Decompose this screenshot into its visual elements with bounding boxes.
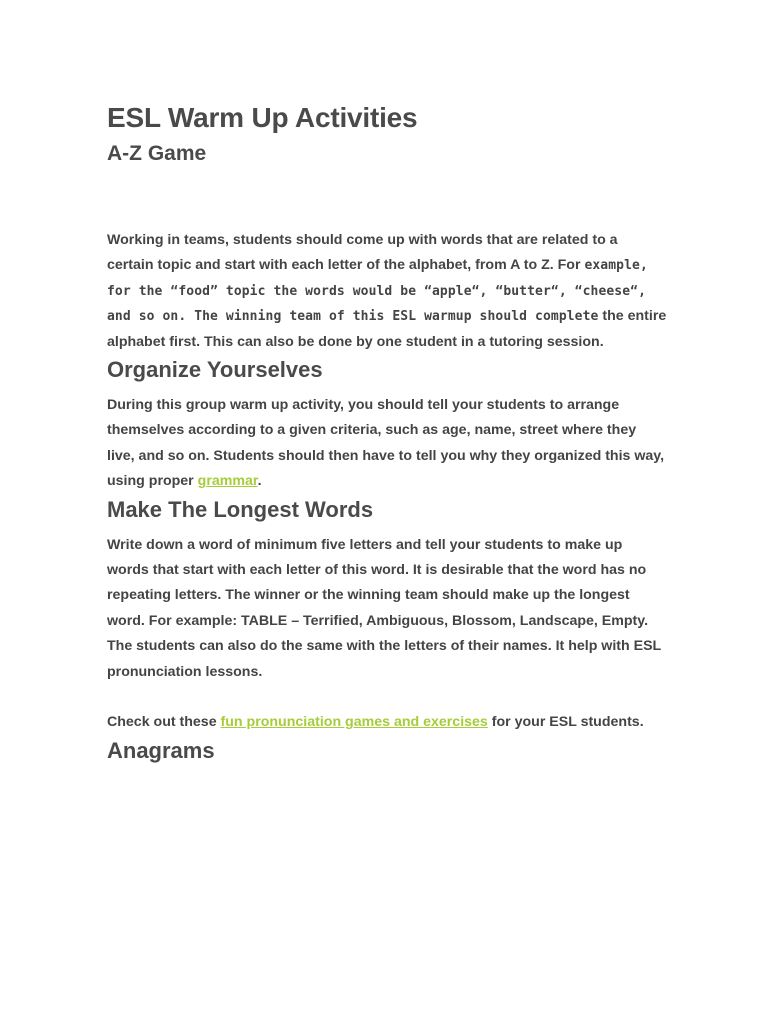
longest-words-paragraph: Write down a word of minimum five letters and tell your students to make up words that start with each letter of this word. It is desirable that the word has no repeating letters. The winner or the winning team should make up the longest word. For example: TABLE – Terrified, Ambiguous, Blossom, Landscape, Empty. The students can also do the same with the letters of their names. It help with ESL pronunciation lessons.: [107, 536, 661, 680]
az-game-text-part1: Working in teams, students should come up with words that are related to a certain topic and start with each letter of the alphabet, from A to Z. For: [107, 232, 618, 274]
check-out-paragraph: [107, 710, 667, 735]
section-heading-longest-words: Make The Longest Words: [107, 496, 374, 522]
organize-text: During this group warm up activity, you should tell your students to arrange themselves according to a given criteria, such as age, name, street where they live, and so on. Students should then have to tell you why they organized this way, using proper: [107, 397, 665, 490]
check-out-text: Check out these: [107, 714, 221, 731]
pronunciation-games-link[interactable]: fun pronunciation games and exercises: [220, 714, 488, 731]
document-page: [107, 100, 667, 766]
organize-paragraph: [107, 393, 667, 495]
check-out-text-end: for your ESL students.: [487, 714, 644, 731]
az-game-paragraph: [107, 228, 667, 355]
section-heading-organize: Organize Yourselves: [107, 357, 323, 383]
grammar-link[interactable]: grammar: [197, 473, 258, 490]
section-heading-anagrams: Anagrams: [107, 737, 215, 763]
section-heading-az-game: A-Z Game: [107, 142, 207, 165]
page-title: ESL Warm Up Activities: [107, 102, 418, 133]
az-game-text-part2: example, for the “food” topic the words would be “apple“, “butter“, “cheese“, and so on. The winning team of this ESL warmup should complete: [107, 258, 648, 325]
az-game-text-part3: the entire alphabet first. This can also be done by one student in a tutoring session.: [107, 308, 667, 350]
organize-text-end: .: [257, 473, 262, 490]
